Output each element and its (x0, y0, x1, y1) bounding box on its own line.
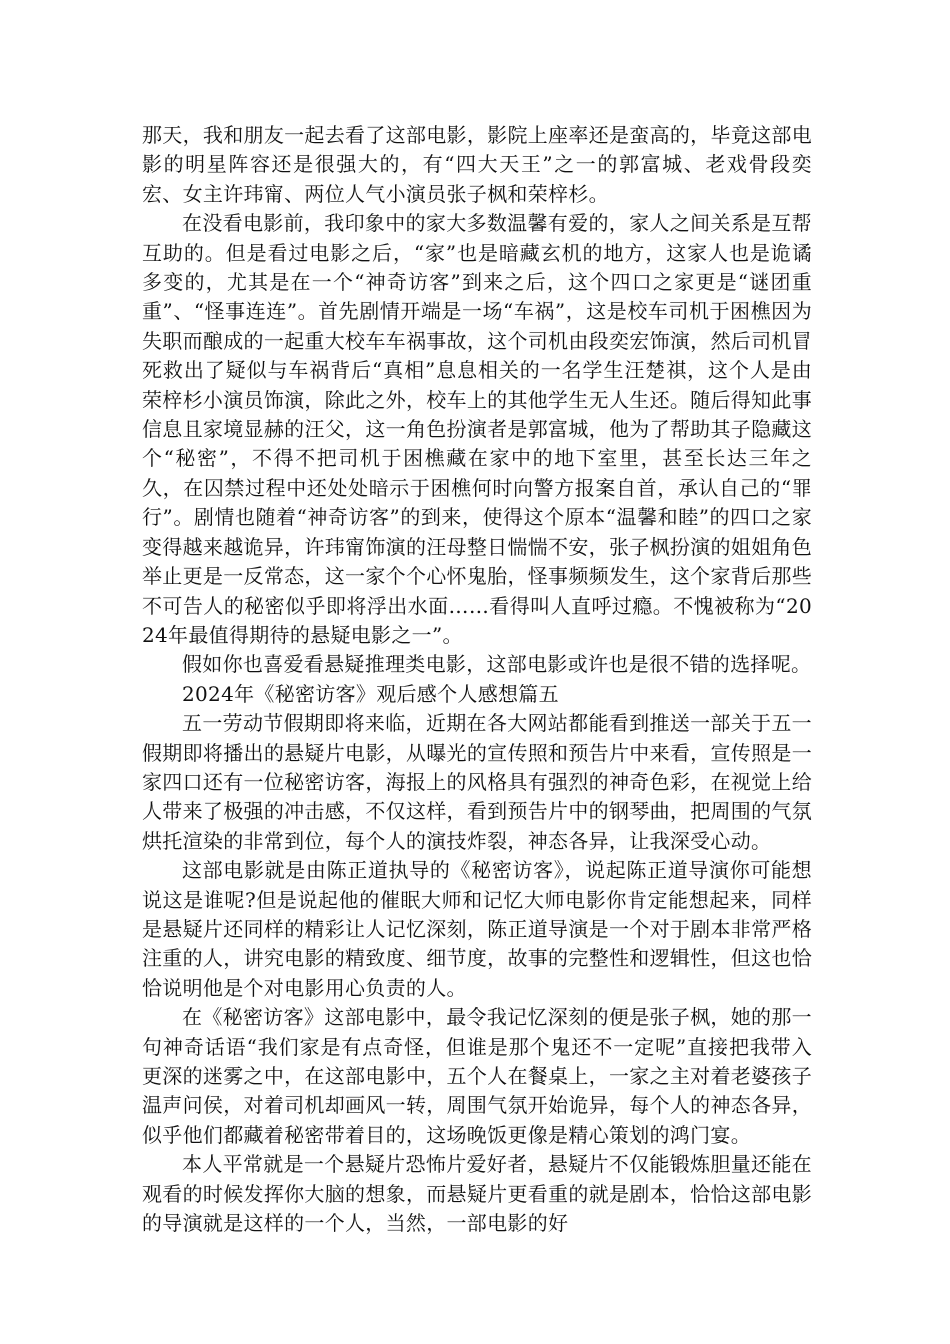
paragraph: 在《秘密访客》这部电影中，最令我记忆深刻的便是张子枫，她的那一句神奇话语“我们家是有点奇怪，但谁是那个鬼还不一定呢”直接把我带入更深的迷雾之中，在这部电影中，五个人在餐桌上，一家之主对着老婆孩子温声问侯，对着司机却画风一转，周围气氛开始诡异，每个人的神态各异，似乎他们都藏着秘密带着目的，这场晚饭更像是精心策划的鸿门宴。 (142, 1005, 812, 1147)
paragraph: 本人平常就是一个悬疑片恐怖片爱好者，悬疑片不仅能锻炼胆量还能在观看的时候发挥你大脑的想象，而悬疑片更看重的就是剧本，恰恰这部电影的导演就是这样的一个人，当然，一部电影的好 (142, 1152, 812, 1236)
paragraph: 五一劳动节假期即将来临，近期在各大网站都能看到推送一部关于五一假期即将播出的悬疑片电影，从曝光的宣传照和预告片中来看，宣传照是一家四口还有一位秘密访客，海报上的风格具有强烈的神奇色彩，在视觉上给人带来了极强的冲击感，不仅这样，看到预告片中的钢琴曲，把周围的气氛烘托渲染的非常到位，每个人的演技炸裂，神态各异，让我深受心动。 (142, 711, 812, 853)
paragraph: 在没看电影前，我印象中的家大多数温馨有爱的，家人之间关系是互帮互助的。但是看过电影之后，“家”也是暗藏玄机的地方，这家人也是诡谲多变的，尤其是在一个“神奇访客”到来之后，这个四口之家更是“谜团重重”、“怪事连连”。首先剧情开端是一场“车祸”，这是校车司机于困樵因为失职而酿成的一起重大校车车祸事故，这个司机由段奕宏饰演，然后司机冒死救出了疑似与车祸背后“真相”息息相关的一名学生汪楚祺，这个人是由荣梓杉小演员饰演，除此之外，校车上的其他学生无人生还。随后得知此事信息且家境显赫的汪父，这一角色扮演者是郭富城，他为了帮助其子隐藏这个“秘密”，不得不把司机于困樵藏在家中的地下室里，甚至长达三年之久，在囚禁过程中还处处暗示于困樵何时向警方报案自首，承认自己的“罪行”。剧情也随着“神奇访客”的到来，使得这个原本“温馨和睦”的四口之家变得越来越诡异，许玮甯饰演的汪母整日惴惴不安，张子枫扮演的姐姐角色举止更是一反常态，这一家个个心怀鬼胎，怪事频频发生，这个家背后那些不可告人的秘密似乎即将浮出水面……看得叫人直呼过瘾。不愧被称为“2024年最值得期待的悬疑电影之一”。 (142, 211, 812, 647)
section-heading: 2024年《秘密访客》观后感个人感想篇五 (182, 681, 559, 706)
paragraph: 这部电影就是由陈正道执导的《秘密访客》，说起陈正道导演你可能想说这是谁呢?但是说起他的催眠大师和记忆大师电影你肯定能想起来，同样是悬疑片还同样的精彩让人记忆深刻，陈正道导演是一个对于剧本非常严格注重的人，讲究电影的精致度、细节度，故事的完整性和逻辑性，但这也恰恰说明他是个对电影用心负责的人。 (142, 858, 812, 1000)
paragraph: 假如你也喜爱看悬疑推理类电影，这部电影或许也是很不错的选择呢。 (182, 652, 812, 677)
paragraph-continued: 那天，我和朋友一起去看了这部电影，影院上座率还是蛮高的，毕竟这部电影的明星阵容还是很强大的，有“四大天王”之一的郭富城、老戏骨段奕宏、女主许玮甯、两位人气小演员张子枫和荣梓杉。 (142, 123, 812, 206)
document-page (142, 121, 812, 1238)
